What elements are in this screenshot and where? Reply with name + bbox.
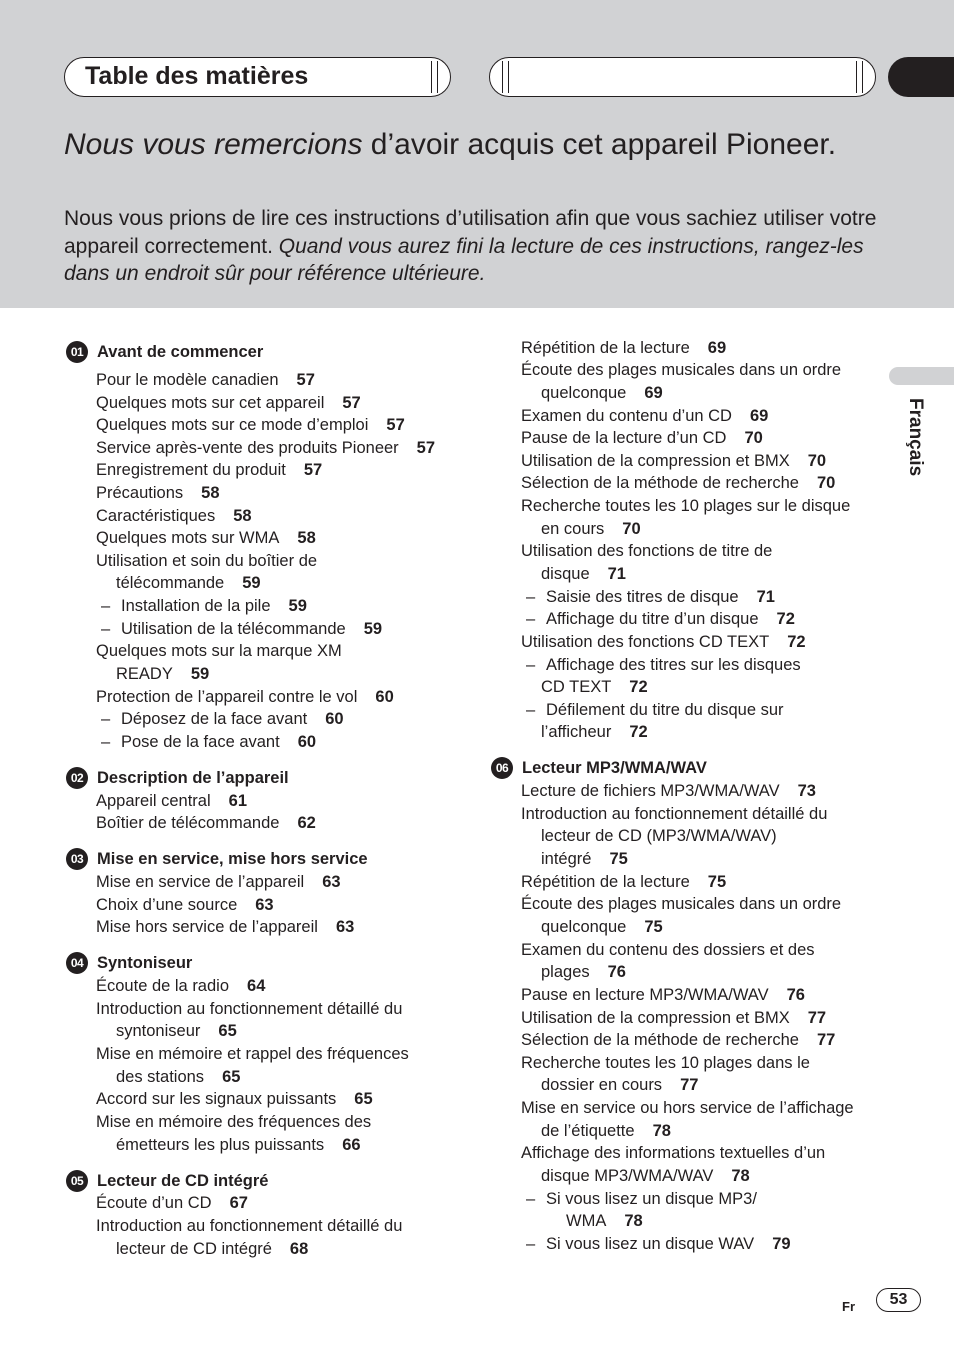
section-number-badge: 06: [491, 757, 513, 779]
toc-entry-text: syntoniseur: [116, 1022, 201, 1040]
toc-entry-text: lecteur de CD (MP3/WMA/WAV): [541, 827, 777, 845]
toc-entry-text: Si vous lisez un disque WAV: [546, 1235, 755, 1253]
toc-entry-page: 73: [797, 782, 816, 800]
toc-entry-text: de l’étiquette: [541, 1122, 635, 1140]
toc-entry-text: Quelques mots sur la marque XM: [96, 642, 342, 660]
toc-entry-text: Si vous lisez un disque MP3/: [546, 1190, 757, 1208]
toc-entry-page: 70: [816, 474, 836, 492]
toc-entry-text: Déposez de la face avant: [121, 710, 308, 728]
toc-entry-text: Accord sur les signaux puissants: [96, 1090, 337, 1108]
toc-entry-page: 63: [255, 896, 274, 914]
toc-entry-page: 58: [297, 529, 316, 547]
toc-entry[interactable]: [96, 506, 252, 526]
toc-entry[interactable]: [96, 528, 316, 548]
toc-entry-page: 67: [229, 1194, 248, 1212]
toc-entry[interactable]: [116, 1021, 237, 1041]
toc-entry[interactable]: [101, 709, 344, 729]
section-title: Syntoniseur: [97, 954, 193, 972]
section-number-badge: 02: [66, 767, 88, 789]
toc-entry-page: 59: [190, 665, 210, 683]
toc-entry-text: quelconque: [541, 918, 627, 936]
toc-entry[interactable]: [96, 687, 394, 707]
toc-entry[interactable]: [521, 781, 816, 801]
toc-entry[interactable]: [541, 1075, 698, 1095]
dash-bullet: –: [101, 710, 111, 728]
toc-entry-page: 71: [607, 565, 626, 583]
toc-entry[interactable]: [96, 551, 317, 571]
toc-entry[interactable]: [101, 596, 307, 616]
toc-entry-page: 77: [807, 1009, 827, 1027]
toc-entry[interactable]: [96, 1112, 371, 1132]
section-title: Mise en service, mise hors service: [97, 850, 368, 868]
toc-entry-text: Recherche toutes les 10 plages dans le: [521, 1054, 810, 1072]
toc-entry[interactable]: [521, 496, 850, 516]
toc-entry-page: 76: [786, 986, 805, 1004]
toc-entry-text: Introduction au fonctionnement détaillé du: [96, 1000, 403, 1018]
toc-entry-text: Affichage du titre d’un disque: [546, 610, 759, 628]
language-label-wrap: [905, 398, 946, 488]
toc-entry[interactable]: [521, 872, 726, 892]
toc-entry-text: Saisie des titres de disque: [546, 588, 739, 606]
toc-entry-text: CD TEXT: [541, 678, 612, 696]
toc-entry-text: Introduction au fonctionnement détaillé du: [521, 805, 828, 823]
toc-entry-page: 63: [322, 873, 341, 891]
toc-entry[interactable]: [96, 895, 274, 915]
toc-entry-text: Utilisation de la compression et BMX: [521, 1009, 790, 1027]
toc-entry-text: Quelques mots sur ce mode d’emploi: [96, 416, 369, 434]
toc-entry[interactable]: [521, 1030, 835, 1050]
toc-entry-page: 65: [222, 1068, 241, 1086]
toc-entry-page: 72: [776, 610, 795, 628]
toc-entry-page: 69: [644, 384, 663, 402]
dash-bullet: –: [101, 733, 111, 751]
toc-entry-page: 57: [416, 439, 436, 457]
toc-entry-text: Introduction au fonctionnement détaillé du: [96, 1217, 403, 1235]
toc-entry-page: 71: [756, 588, 775, 606]
toc-entry[interactable]: [541, 826, 777, 846]
toc-entry-page: 66: [342, 1136, 361, 1154]
toc-entry-page: 59: [242, 574, 261, 592]
toc-entry-text: intégré: [541, 850, 592, 868]
toc-entry-page: 57: [386, 416, 405, 434]
toc-entry-page: 58: [233, 507, 252, 525]
toc-entry-page: 78: [731, 1167, 750, 1185]
section-title: Avant de commencer: [97, 343, 264, 361]
toc-entry-page: 59: [363, 620, 383, 638]
toc-entry[interactable]: [526, 1189, 757, 1209]
toc-entry-page: 77: [680, 1076, 699, 1094]
toc-entry[interactable]: [521, 541, 772, 561]
toc-entry-text: disque: [541, 565, 590, 583]
intro-plain: Nous vous prions de lire ces instructions d’utilisation afin que vous sachiez utiliser votre appareil correctement.: [64, 207, 877, 258]
toc-entry[interactable]: [521, 940, 815, 960]
toc-entry-page: 60: [325, 710, 344, 728]
toc-entry-text: Pour le modèle canadien: [96, 371, 279, 389]
toc-entry-text: READY: [116, 665, 173, 683]
toc-entry-page: 62: [297, 814, 316, 832]
toc-entry[interactable]: [96, 460, 322, 480]
toc-entry[interactable]: [96, 1089, 373, 1109]
toc-entry-text: Quelques mots sur WMA: [96, 529, 280, 547]
toc-entry-text: Installation de la pile: [121, 597, 271, 615]
toc-entry[interactable]: [526, 609, 795, 629]
dash-bullet: –: [526, 610, 536, 628]
dash-bullet: –: [526, 701, 536, 719]
toc-entry-page: 77: [816, 1031, 836, 1049]
toc-entry-page: 60: [297, 733, 317, 751]
toc-entry-text: plages: [541, 963, 590, 981]
toc-entry-text: Service après-vente des produits Pioneer: [96, 439, 399, 457]
section-number-badge: 03: [66, 848, 88, 870]
toc-entry-text: Boîtier de télécommande: [96, 814, 280, 832]
toc-entry-page: 58: [201, 484, 220, 502]
section-number-badge: 05: [66, 1170, 88, 1192]
toc-entry-page: 70: [807, 452, 827, 470]
toc-entry-text: Caractéristiques: [96, 507, 216, 525]
toc-entry-text: Sélection de la méthode de recherche: [521, 474, 799, 492]
toc-entry[interactable]: [96, 415, 405, 435]
toc-entry[interactable]: [526, 655, 801, 675]
blank-pill: [489, 57, 876, 97]
toc-entry[interactable]: [96, 976, 265, 996]
toc-title: Table des matières: [85, 62, 309, 90]
dash-bullet: –: [526, 588, 536, 606]
toc-entry[interactable]: [96, 1193, 248, 1213]
toc-entry-text: Recherche toutes les 10 plages sur le disque: [521, 497, 851, 515]
toc-entry-page: 65: [354, 1090, 373, 1108]
toc-entry-text: Examen du contenu d’un CD: [521, 407, 732, 425]
toc-entry[interactable]: [101, 732, 316, 752]
section-title: Lecteur MP3/WMA/WAV: [522, 759, 707, 777]
toc-entry-text: Mise en service de l’appareil: [96, 873, 305, 891]
pill-notch: [431, 61, 438, 93]
toc-entry[interactable]: [526, 1234, 791, 1254]
toc-entry-text: quelconque: [541, 384, 627, 402]
toc-entry[interactable]: [116, 664, 209, 684]
toc-entry-page: 68: [289, 1240, 309, 1258]
toc-entry-text: Écoute de la radio: [96, 977, 230, 995]
toc-entry-text: Appareil central: [96, 792, 211, 810]
toc-entry-text: Répétition de la lecture: [521, 339, 690, 357]
toc-entry-page: 59: [288, 597, 307, 615]
toc-entry[interactable]: [96, 1044, 409, 1064]
toc-entry[interactable]: [521, 473, 835, 493]
toc-entry[interactable]: [541, 564, 626, 584]
dash-bullet: –: [526, 1235, 536, 1253]
toc-entry-text: Utilisation des fonctions de titre de: [521, 542, 773, 560]
toc-entry[interactable]: [521, 428, 763, 448]
toc-entry-text: Choix d’une source: [96, 896, 238, 914]
toc-entry[interactable]: [526, 700, 784, 720]
toc-entry-page: 65: [218, 1022, 237, 1040]
toc-entry-text: Utilisation et soin du boîtier de: [96, 552, 318, 570]
toc-entry-text: Sélection de la méthode de recherche: [521, 1031, 799, 1049]
toc-title-pill: [64, 57, 451, 97]
language-tab: [889, 367, 954, 385]
toc-entry-page: 57: [303, 461, 323, 479]
toc-entry[interactable]: [521, 1143, 825, 1163]
toc-entry-text: Précautions: [96, 484, 184, 502]
toc-entry[interactable]: [526, 587, 775, 607]
toc-entry[interactable]: [96, 999, 402, 1019]
toc-entry[interactable]: [521, 985, 805, 1005]
toc-entry-text: Pose de la face avant: [121, 733, 280, 751]
toc-entry-text: Lecture de fichiers MP3/WMA/WAV: [521, 782, 780, 800]
toc-entry[interactable]: [96, 917, 354, 937]
toc-entry-text: lecteur de CD intégré: [116, 1240, 272, 1258]
toc-entry-page: 72: [629, 723, 648, 741]
toc-entry-text: émetteurs les plus puissants: [116, 1136, 325, 1154]
toc-entry-text: Pause de la lecture d’un CD: [521, 429, 727, 447]
toc-entry-text: Utilisation de la compression et BMX: [521, 452, 790, 470]
toc-entry[interactable]: [541, 722, 648, 742]
toc-entry[interactable]: [96, 813, 316, 833]
toc-entry-text: Utilisation de la télécommande: [121, 620, 346, 638]
section-number-badge: 01: [66, 341, 88, 363]
toc-entry-page: 75: [707, 873, 727, 891]
toc-entry-text: Écoute d’un CD: [96, 1194, 212, 1212]
toc-entry-text: des stations: [116, 1068, 205, 1086]
toc-entry[interactable]: [521, 360, 841, 380]
section-title: Lecteur de CD intégré: [97, 1172, 269, 1190]
pill-notch: [856, 61, 863, 93]
toc-entry-page: 63: [335, 918, 355, 936]
toc-entry[interactable]: [96, 438, 435, 458]
dash-bullet: –: [101, 620, 111, 638]
toc-entry-page: 70: [744, 429, 763, 447]
toc-entry-text: Mise en service ou hors service de l’affichage: [521, 1099, 854, 1117]
toc-entry-text: télécommande: [116, 574, 225, 592]
toc-entry-page: 64: [247, 977, 266, 995]
toc-entry-page: 72: [629, 678, 648, 696]
toc-entry[interactable]: [541, 1121, 671, 1141]
toc-entry-page: 60: [375, 688, 394, 706]
dash-bullet: –: [526, 656, 536, 674]
toc-entry-text: Enregistrement du produit: [96, 461, 286, 479]
toc-entry[interactable]: [116, 573, 261, 593]
pill-notch: [502, 61, 509, 93]
toc-entry-page: 76: [607, 963, 626, 981]
toc-entry[interactable]: [541, 677, 648, 697]
toc-entry[interactable]: [96, 641, 342, 661]
toc-entry[interactable]: [521, 894, 841, 914]
toc-entry-page: 75: [609, 850, 628, 868]
toc-entry-page: 57: [342, 394, 361, 412]
toc-entry-page: 69: [707, 339, 727, 357]
toc-entry[interactable]: [116, 1067, 240, 1087]
toc-entry[interactable]: [521, 1053, 810, 1073]
toc-entry-text: Défilement du titre du disque sur: [546, 701, 784, 719]
dash-bullet: –: [526, 1190, 536, 1208]
toc-entry[interactable]: [96, 791, 247, 811]
headline-rest: d’avoir acquis cet appareil Pioneer.: [362, 128, 837, 161]
toc-entry[interactable]: [541, 1166, 750, 1186]
language-label: Français: [905, 398, 926, 477]
toc-entry[interactable]: [521, 632, 806, 652]
toc-entry-page: 69: [749, 407, 769, 425]
toc-entry[interactable]: [96, 393, 361, 413]
toc-entry[interactable]: [96, 370, 315, 390]
toc-entry[interactable]: [541, 519, 641, 539]
toc-entry-text: Pause en lecture MP3/WMA/WAV: [521, 986, 769, 1004]
toc-entry-text: dossier en cours: [541, 1076, 663, 1094]
toc-entry-page: 78: [652, 1122, 671, 1140]
toc-entry-page: 79: [772, 1235, 791, 1253]
toc-entry[interactable]: [521, 338, 726, 358]
toc-entry[interactable]: [96, 872, 341, 892]
section-title: Description de l’appareil: [97, 769, 289, 787]
toc-entry-page: 57: [296, 371, 315, 389]
toc-entry-text: WMA: [566, 1212, 607, 1230]
headline: [64, 128, 884, 161]
toc-entry[interactable]: [521, 804, 827, 824]
intro-paragraph: [64, 205, 894, 288]
page-number: 53: [876, 1288, 921, 1312]
black-tab: [888, 57, 954, 97]
toc-entry[interactable]: [566, 1211, 643, 1231]
toc-entry-text: Répétition de la lecture: [521, 873, 690, 891]
toc-entry-text: Mise en mémoire des fréquences des: [96, 1113, 372, 1131]
toc-entry-text: Protection de l’appareil contre le vol: [96, 688, 358, 706]
toc-entry-text: Affichage des titres sur les disques: [546, 656, 801, 674]
toc-entry-text: Examen du contenu des dossiers et des: [521, 941, 815, 959]
toc-entry-page: 61: [228, 792, 248, 810]
toc-entry[interactable]: [541, 962, 626, 982]
toc-entry-text: Affichage des informations textuelles d’un: [521, 1144, 826, 1162]
toc-entry-text: Écoute des plages musicales dans un ordre: [521, 361, 842, 379]
headline-italic: Nous vous remercions: [64, 128, 363, 161]
toc-entry[interactable]: [541, 849, 628, 869]
toc-entry-text: Écoute des plages musicales dans un ordre: [521, 895, 842, 913]
toc-entry[interactable]: [521, 451, 826, 471]
intro-italic: Quand vous aurez fini la lecture de ces instructions, rangez-les dans un endroit sûr pour référence ultérieure.: [64, 234, 864, 285]
toc-entry-text: Utilisation des fonctions CD TEXT: [521, 633, 770, 651]
toc-entry[interactable]: [521, 406, 768, 426]
toc-entry-text: Mise hors service de l’appareil: [96, 918, 318, 936]
toc-entry-text: Quelques mots sur cet appareil: [96, 394, 325, 412]
toc-entry-text: disque MP3/WMA/WAV: [541, 1167, 714, 1185]
toc-entry[interactable]: [101, 619, 382, 639]
toc-entry[interactable]: [521, 1008, 826, 1028]
toc-entry-text: Mise en mémoire et rappel des fréquences: [96, 1045, 409, 1063]
toc-entry[interactable]: [116, 1135, 361, 1155]
toc-entry[interactable]: [96, 483, 220, 503]
toc-entry-text: en cours: [541, 520, 605, 538]
toc-entry-page: 72: [787, 633, 806, 651]
toc-entry-page: 75: [644, 918, 663, 936]
toc-entry[interactable]: [521, 1098, 854, 1118]
section-number-badge: 04: [66, 952, 88, 974]
toc-entry[interactable]: [116, 1239, 308, 1259]
toc-entry[interactable]: [96, 1216, 402, 1236]
toc-entry[interactable]: [541, 383, 663, 403]
dash-bullet: –: [101, 597, 111, 615]
toc-entry-page: 70: [622, 520, 641, 538]
language-code: Fr: [842, 1299, 855, 1314]
toc-entry-text: l’afficheur: [541, 723, 612, 741]
toc-entry-page: 78: [624, 1212, 643, 1230]
toc-entry[interactable]: [541, 917, 663, 937]
